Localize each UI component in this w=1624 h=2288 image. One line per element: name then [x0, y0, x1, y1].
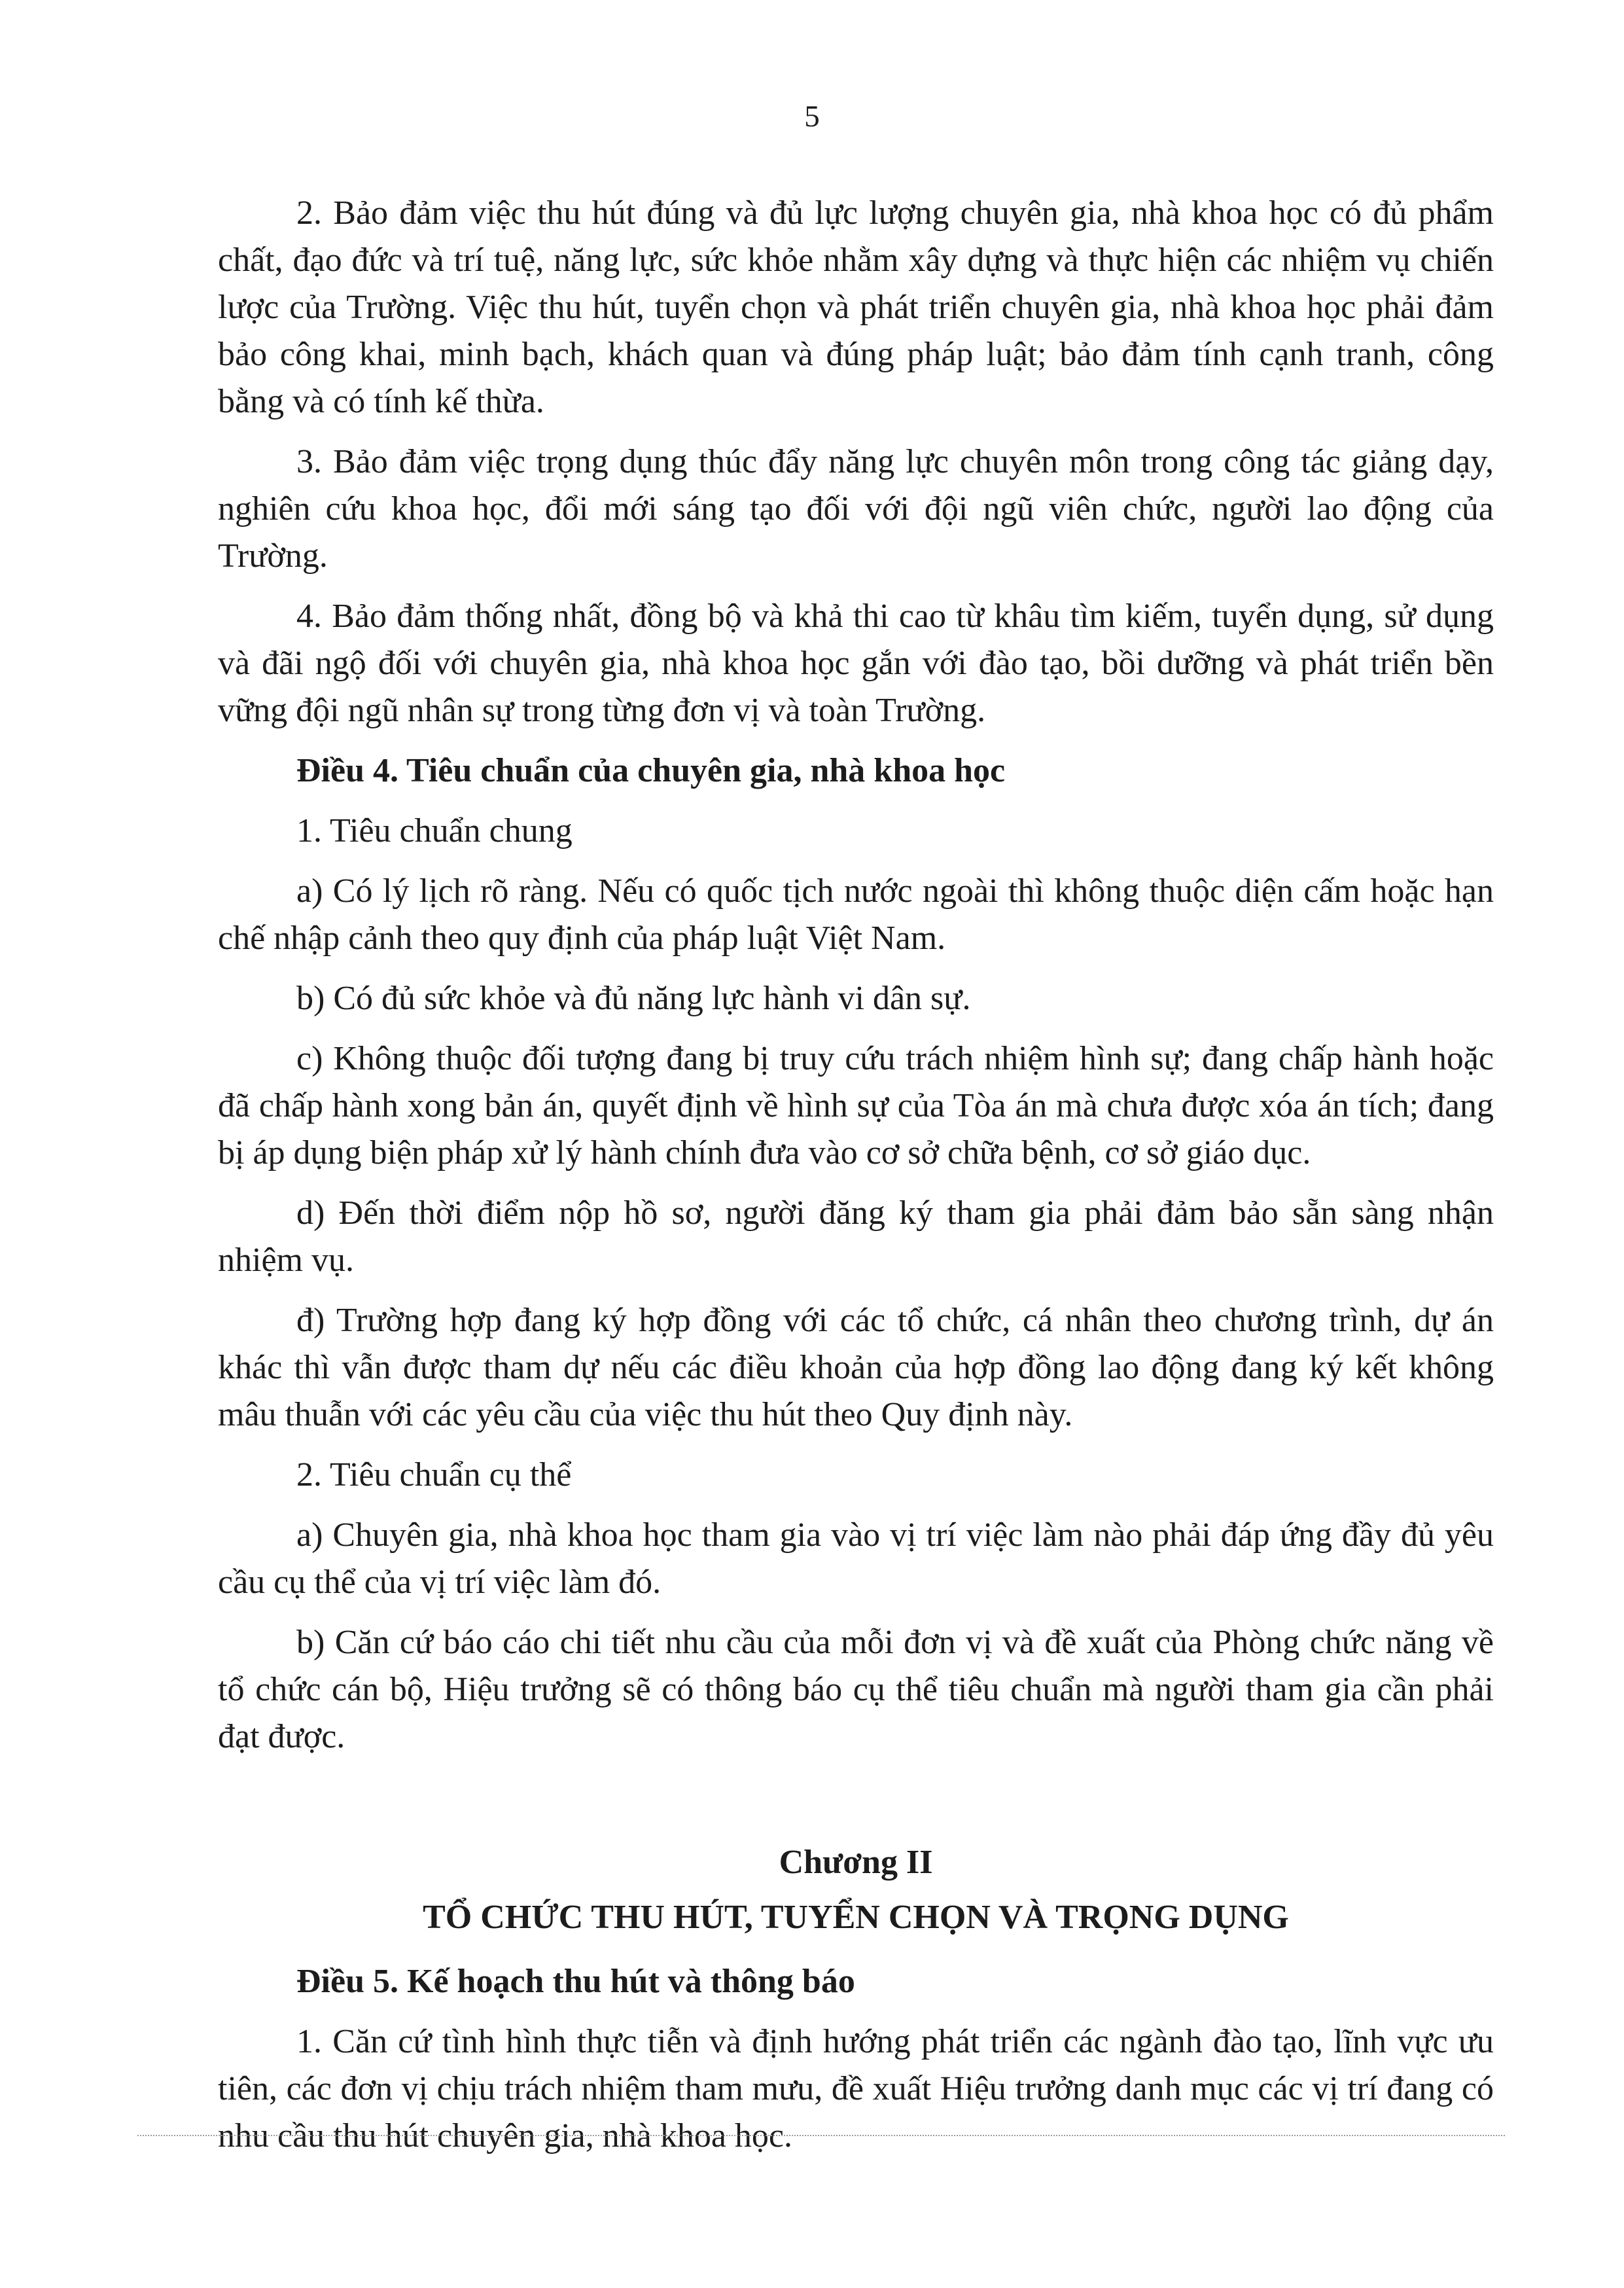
paragraph-clause-3: 3. Bảo đảm việc trọng dụng thúc đẩy năng lực chuyên môn trong công tác giảng dạy, nghiên cứu khoa học, đổi mới sáng tạo đối với đội ngũ viên chức, người lao động của Trường. — [218, 443, 1494, 575]
chapter-title: TỔ CHỨC THU HÚT, TUYỂN CHỌN VÀ TRỌNG DỤNG — [423, 1899, 1289, 1936]
article-4-item: a) Có lý lịch rõ ràng. Nếu có quốc tịch nước ngoài thì không thuộc diện cấm hoặc hạn chế nhập cảnh theo quy định của pháp luật Việt Nam. — [218, 872, 1494, 957]
paragraph-clause-2: 2. Bảo đảm việc thu hút đúng và đủ lực lượng chuyên gia, nhà khoa học có đủ phẩm chất, đạo đức và trí tuệ, năng lực, sức khỏe nhằm xây dựng và thực hiện các nhiệm vụ chiến lược của Trường. Việc thu hút, tuyển chọn và phát triển chuyên gia, nhà khoa học phải đảm bảo công khai, minh bạch, khách quan và đúng pháp luật; bảo đảm tính cạnh tranh, công bằng và có tính kế thừa. — [218, 194, 1494, 420]
document-body — [218, 190, 1494, 2173]
article-4-item: b) Căn cứ báo cáo chi tiết nhu cầu của mỗi đơn vị và đề xuất của Phòng chức năng về tổ chức cán bộ, Hiệu trưởng sẽ có thông báo cụ thể tiêu chuẩn mà người tham gia cần phải đạt được. — [218, 1624, 1494, 1755]
scan-bottom-rule — [137, 2135, 1505, 2136]
article-4-item: c) Không thuộc đối tượng đang bị truy cứu trách nhiệm hình sự; đang chấp hành hoặc đã chấp hành xong bản án, quyết định về hình sự của Tòa án mà chưa được xóa án tích; đang bị áp dụng biện pháp xử lý hành chính đưa vào cơ sở chữa bệnh, cơ sở giáo dục. — [218, 1040, 1494, 1171]
article-4-item: d) Đến thời điểm nộp hồ sơ, người đăng ký tham gia phải đảm bảo sẵn sàng nhận nhiệm vụ. — [218, 1194, 1494, 1279]
article-5-item: 1. Căn cứ tình hình thực tiễn và định hướng phát triển các ngành đào tạo, lĩnh vực ưu tiên, các đơn vị chịu trách nhiệm tham mưu, đề xuất Hiệu trưởng danh mục các vị trí đang có nhu cầu thu hút chuyên gia, nhà khoa học. — [218, 2023, 1494, 2154]
article-4-item: b) Có đủ sức khỏe và đủ năng lực hành vi dân sự. — [296, 980, 971, 1017]
paragraph-clause-4: 4. Bảo đảm thống nhất, đồng bộ và khả thi cao từ khâu tìm kiếm, tuyển dụng, sử dụng và đãi ngộ đối với chuyên gia, nhà khoa học gắn với đào tạo, bồi dưỡng và phát triển bền vững đội ngũ nhân sự trong từng đơn vị và toàn Trường. — [218, 598, 1494, 729]
article-4-item: 1. Tiêu chuẩn chung — [296, 812, 573, 849]
article-4-item: a) Chuyên gia, nhà khoa học tham gia vào vị trí việc làm nào phải đáp ứng đầy đủ yêu cầu cụ thể của vị trí việc làm đó. — [218, 1516, 1494, 1601]
article-4-heading: Điều 4. Tiêu chuẩn của chuyên gia, nhà khoa học — [296, 752, 1006, 789]
article-4-item: 2. Tiêu chuẩn cụ thể — [296, 1456, 572, 1493]
article-5-heading: Điều 5. Kế hoạch thu hút và thông báo — [296, 1963, 855, 2000]
page-number: 5 — [804, 99, 820, 134]
chapter-label: Chương II — [779, 1844, 933, 1881]
article-4-item: đ) Trường hợp đang ký hợp đồng với các tổ chức, cá nhân theo chương trình, dự án khác thì vẫn được tham dự nếu các điều khoản của hợp đồng lao động đang ký kết không mâu thuẫn với các yêu cầu của việc thu hút theo Quy định này. — [218, 1302, 1494, 1433]
